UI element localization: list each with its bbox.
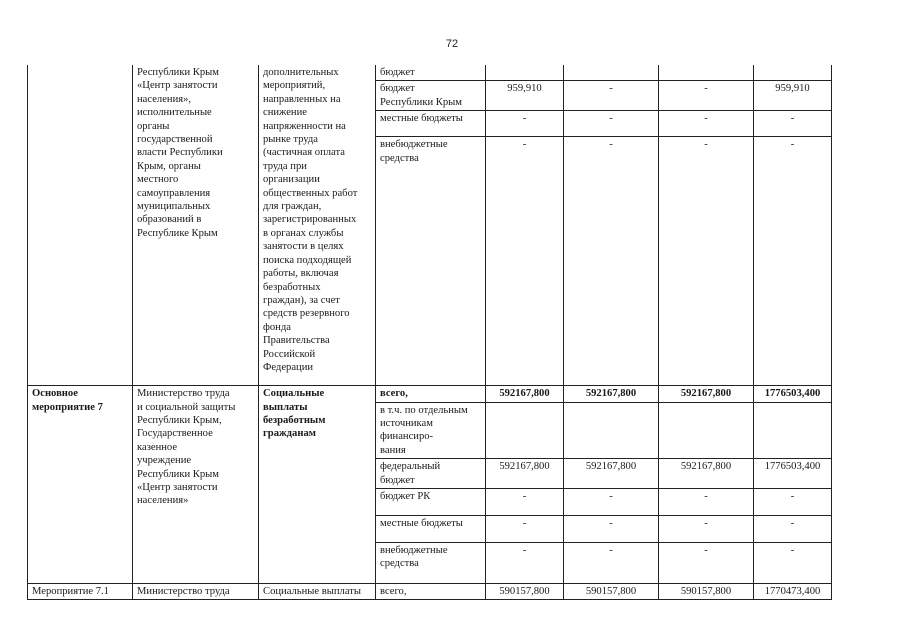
executor-cell: Министерство труда и социальной защиты Республики Крым, Государственное казенное учреждение Республики Крым «Центр занятости населения» <box>133 386 259 584</box>
value-cell: - <box>659 111 754 137</box>
page-number: 72 <box>445 38 459 50</box>
value-cell: - <box>659 543 754 584</box>
executor-cell: Министерство труда <box>133 584 259 600</box>
value-cell <box>564 65 659 81</box>
table-row <box>28 65 832 81</box>
code-cell: Основное мероприятие 7 <box>28 386 133 584</box>
total-cell: 959,910 <box>754 81 832 111</box>
event-cell: Социальные выплаты безработным гражданам <box>259 386 376 584</box>
value-cell: 592167,800 <box>659 459 754 489</box>
value-cell: - <box>564 489 659 516</box>
event-cell: Социальные выплаты <box>259 584 376 600</box>
source-cell: местные бюджеты <box>376 516 486 543</box>
financing-table <box>27 65 832 600</box>
code-cell <box>28 65 133 386</box>
value-cell: 592167,800 <box>486 459 564 489</box>
value-cell: 959,910 <box>486 81 564 111</box>
total-cell: - <box>754 543 832 584</box>
table-row <box>28 386 832 402</box>
value-cell: 590157,800 <box>486 584 564 600</box>
total-cell <box>754 65 832 81</box>
value-cell: 592167,800 <box>486 386 564 402</box>
source-cell: бюджет Республики Крым <box>376 81 486 111</box>
table-row <box>28 584 832 600</box>
value-cell: 590157,800 <box>659 584 754 600</box>
value-cell <box>659 402 754 459</box>
value-cell: - <box>486 111 564 137</box>
source-cell: федеральный бюджет <box>376 459 486 489</box>
value-cell: - <box>564 111 659 137</box>
source-cell: внебюджетные средства <box>376 543 486 584</box>
total-cell: - <box>754 489 832 516</box>
value-cell <box>486 402 564 459</box>
source-cell: всего, <box>376 584 486 600</box>
value-cell: - <box>659 137 754 386</box>
total-cell: 1770473,400 <box>754 584 832 600</box>
source-cell: внебюджетные средства <box>376 137 486 386</box>
value-cell: - <box>486 516 564 543</box>
total-cell <box>754 402 832 459</box>
value-cell: 592167,800 <box>564 386 659 402</box>
value-cell <box>564 402 659 459</box>
event-cell: дополнительных мероприятий, направленных на снижение напряженности на рынке труда (частичная оплата труда при организации общественных работ для граждан, зарегистрированных в органах службы занятости в целях поиска подходящей работы, включая безработных граждан), за счет средств резервного фонда Правительства Российской Федерации <box>259 65 376 386</box>
total-cell: - <box>754 137 832 386</box>
value-cell <box>486 65 564 81</box>
total-cell: - <box>754 111 832 137</box>
value-cell: - <box>564 81 659 111</box>
source-cell: всего, <box>376 386 486 402</box>
value-cell: - <box>564 543 659 584</box>
value-cell: 592167,800 <box>659 386 754 402</box>
code-cell: Мероприятие 7.1 <box>28 584 133 600</box>
value-cell: - <box>659 489 754 516</box>
value-cell: - <box>564 516 659 543</box>
source-cell: бюджет <box>376 65 486 81</box>
source-cell: местные бюджеты <box>376 111 486 137</box>
value-cell: - <box>486 137 564 386</box>
value-cell: - <box>486 543 564 584</box>
executor-cell: Республики Крым «Центр занятости населения», исполнительные органы государственной власти Республики Крым, органы местного самоуправления муниципальных образований в Республике Крым <box>133 65 259 386</box>
total-cell: 1776503,400 <box>754 386 832 402</box>
value-cell: - <box>486 489 564 516</box>
value-cell: - <box>564 137 659 386</box>
total-cell: 1776503,400 <box>754 459 832 489</box>
value-cell: 590157,800 <box>564 584 659 600</box>
source-cell: бюджет РК <box>376 489 486 516</box>
value-cell <box>659 65 754 81</box>
source-cell: в т.ч. по отдельным источникам финансиро- вания <box>376 402 486 459</box>
value-cell: - <box>659 516 754 543</box>
total-cell: - <box>754 516 832 543</box>
value-cell: - <box>659 81 754 111</box>
value-cell: 592167,800 <box>564 459 659 489</box>
